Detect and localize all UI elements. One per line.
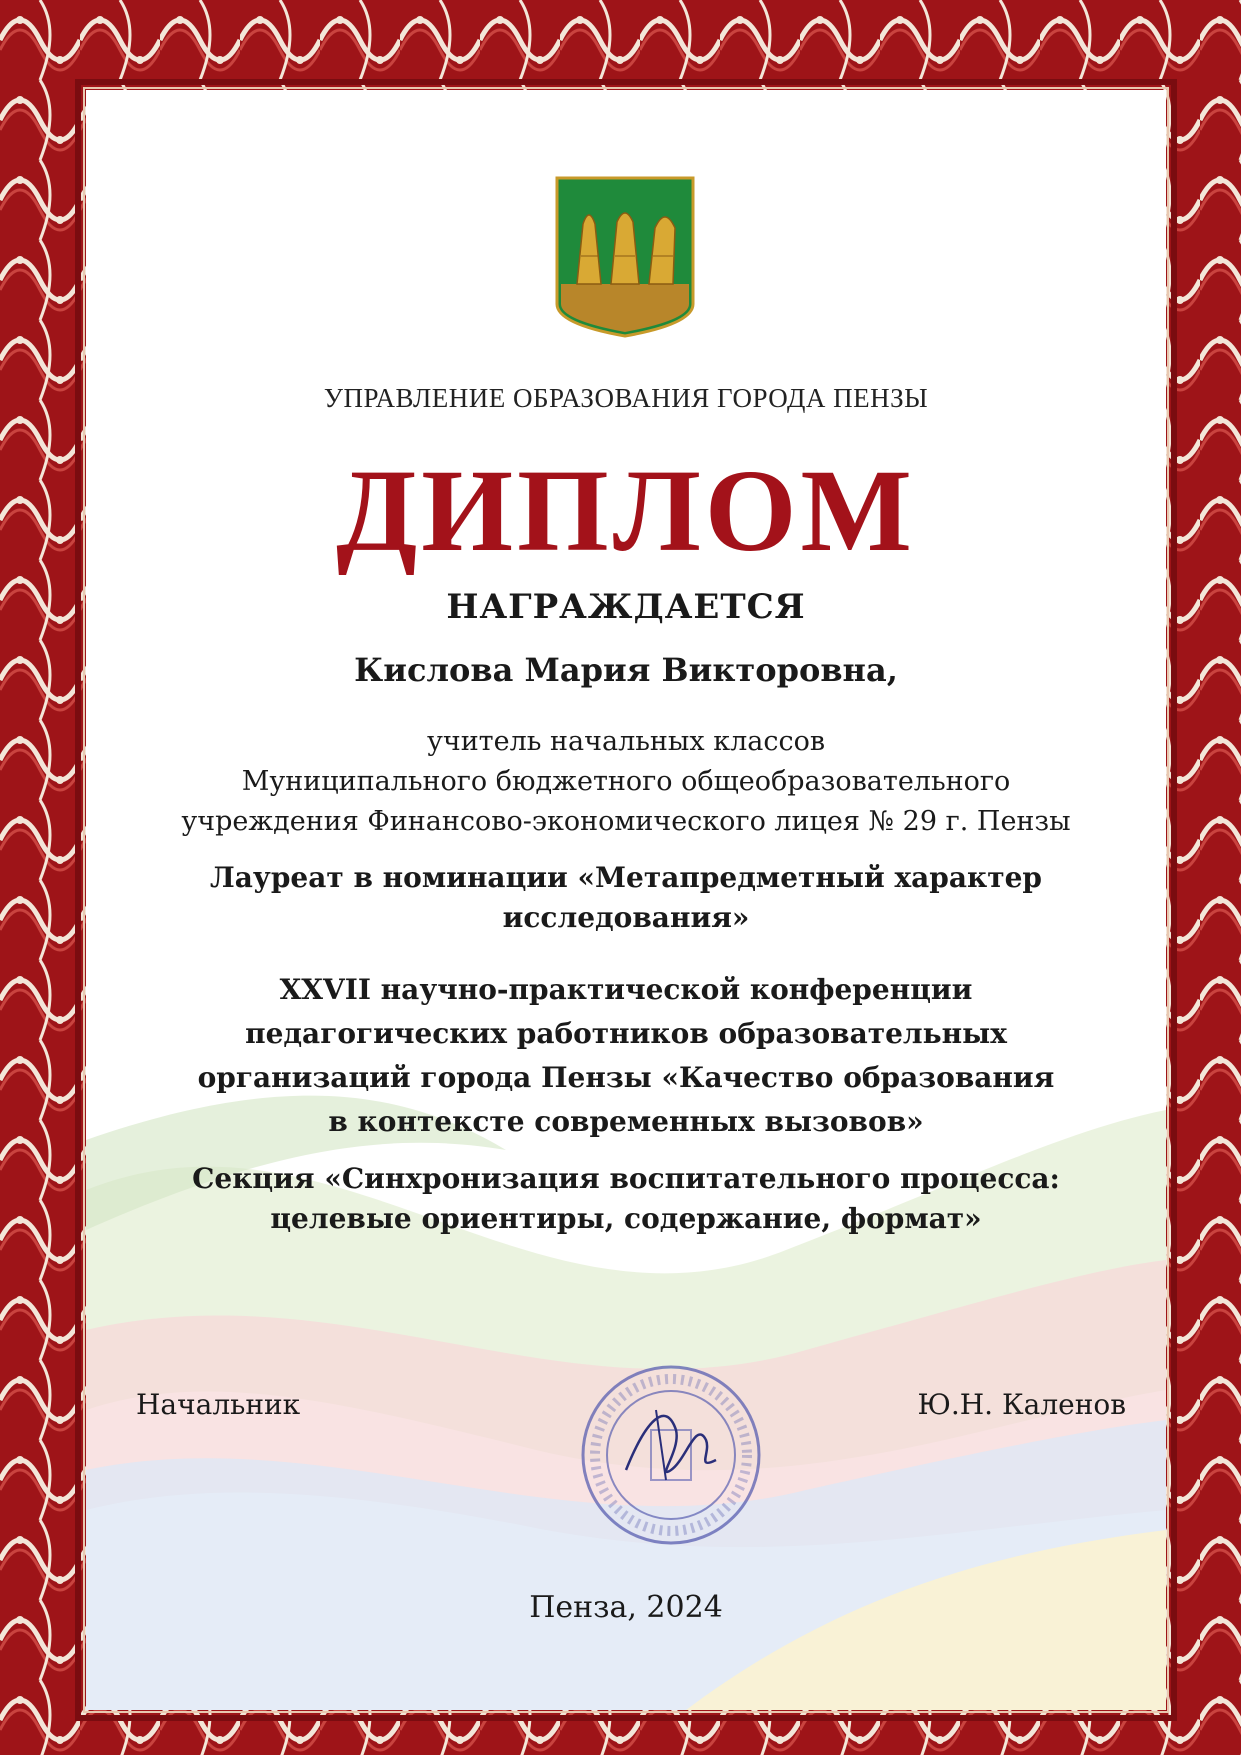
department-name: УПРАВЛЕНИЕ ОБРАЗОВАНИЯ ГОРОДА ПЕНЗЫ	[323, 383, 929, 413]
conference-line: педагогических работников образовательных	[245, 1017, 1007, 1050]
position-line: учитель начальных классов	[426, 726, 826, 757]
place-and-year: Пенза, 2024	[529, 1590, 723, 1625]
nomination-line: исследования»	[502, 901, 750, 934]
section-line: целевые ориентиры, содержание, формат»	[270, 1202, 982, 1235]
document-title: ДИПЛОМ	[336, 445, 916, 576]
recipient-position	[86, 722, 1166, 842]
official-stamp-icon	[576, 1360, 766, 1550]
conference-line: XXVII научно-практической конференции	[279, 973, 973, 1006]
penza-coat-of-arms-icon	[555, 176, 695, 338]
nomination	[86, 858, 1166, 938]
signatory-name: Ю.Н. Каленов	[917, 1388, 1126, 1421]
conference-line: организаций города Пензы «Качество образования	[197, 1061, 1055, 1094]
conference	[86, 968, 1166, 1144]
conference-section	[86, 1159, 1166, 1239]
awarded-heading: НАГРАЖДАЕТСЯ	[446, 587, 806, 627]
diploma-content-area	[86, 90, 1166, 1710]
position-line: Муниципального бюджетного общеобразовательного	[241, 766, 1011, 797]
position-line: учреждения Финансово-экономического лицея № 29 г. Пензы	[181, 806, 1071, 837]
handwritten-signature	[626, 1416, 716, 1472]
nomination-line: Лауреат в номинации «Метапредметный характер	[210, 861, 1042, 894]
section-line: Секция «Синхронизация воспитательного процесса:	[192, 1162, 1060, 1195]
signatory-role: Начальник	[136, 1388, 301, 1421]
conference-line: в контексте современных вызовов»	[328, 1105, 924, 1138]
recipient-name: Кислова Мария Викторовна,	[354, 651, 898, 689]
